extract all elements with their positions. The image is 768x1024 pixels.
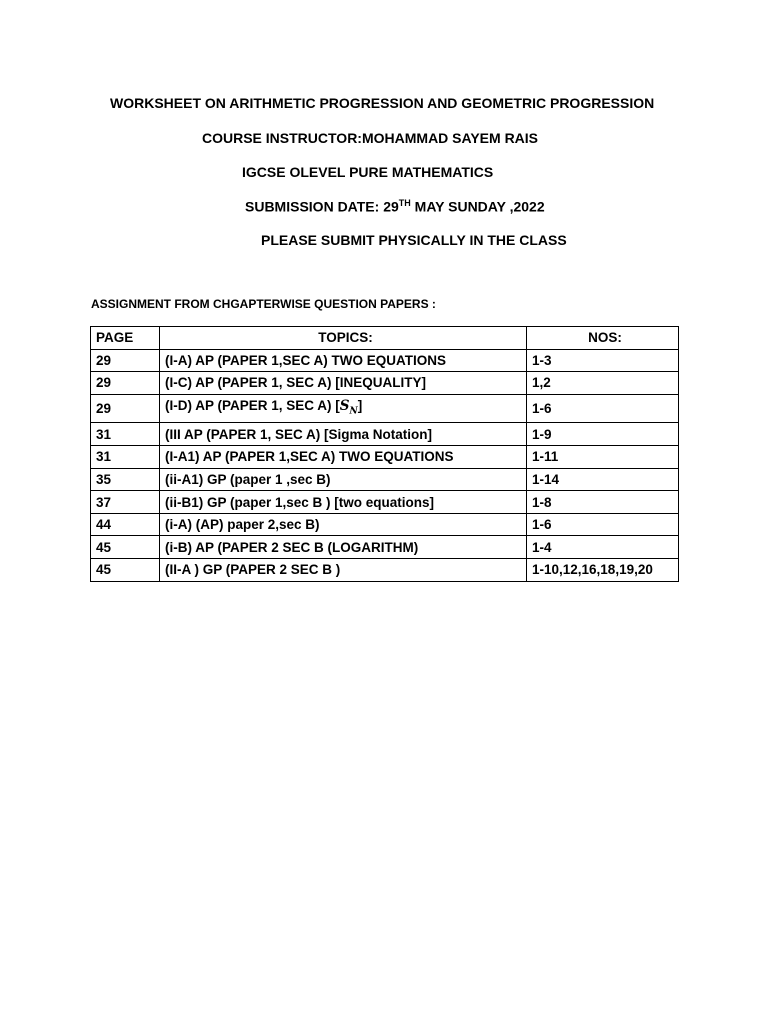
page-cell: 31 (91, 423, 160, 446)
topic-cell: (I-C) AP (PAPER 1, SEC A) [INEQUALITY] (160, 372, 527, 395)
nos-cell: 1-14 (527, 468, 679, 491)
topic-cell: (I-A1) AP (PAPER 1,SEC A) TWO EQUATIONS (160, 446, 527, 469)
topic-cell: (II-A ) GP (PAPER 2 SEC B ) (160, 559, 527, 582)
page-cell: 29 (91, 349, 160, 372)
header-topics: TOPICS: (160, 327, 527, 350)
table-row (91, 468, 679, 491)
page-cell: 37 (91, 491, 160, 514)
page-cell: 35 (91, 468, 160, 491)
table-row (91, 491, 679, 514)
header-nos: NOS: (527, 327, 679, 350)
sn-close-bracket: ] (357, 397, 363, 413)
page-cell: 45 (91, 536, 160, 559)
nos-cell: 1-4 (527, 536, 679, 559)
page-cell: 31 (91, 446, 160, 469)
topic-cell: (I-A) AP (PAPER 1,SEC A) TWO EQUATIONS (160, 349, 527, 372)
table-row (91, 513, 679, 536)
worksheet-title: WORKSHEET ON ARITHMETIC PROGRESSION AND GEOMETRIC PROGRESSION (110, 95, 655, 111)
page-cell: 45 (91, 559, 160, 582)
table-row (91, 394, 679, 423)
course-name: IGCSE OLEVEL PURE MATHEMATICS (242, 164, 494, 180)
nos-cell: 1-10,12,16,18,19,20 (527, 559, 679, 582)
table-header-row (91, 327, 679, 350)
nos-cell: 1-9 (527, 423, 679, 446)
nos-cell: 1-8 (527, 491, 679, 514)
topic-cell: (ii-A1) GP (paper 1 ,sec B) (160, 468, 527, 491)
submission-date-suffix: MAY SUNDAY ,2022 (410, 198, 545, 215)
topic-cell: (i-A) (AP) paper 2,sec B) (160, 513, 527, 536)
nos-cell: 1-6 (527, 394, 679, 423)
topic-cell: (i-B) AP (PAPER 2 SEC B (LOGARITHM) (160, 536, 527, 559)
table-row (91, 536, 679, 559)
nos-cell: 1-11 (527, 446, 679, 469)
table-row (91, 559, 679, 582)
page-cell: 29 (91, 394, 160, 423)
header-page: PAGE (91, 327, 160, 350)
table-row (91, 349, 679, 372)
submission-date (245, 198, 545, 215)
assignment-heading: ASSIGNMENT FROM CHGAPTERWISE QUESTION PAPERS : (91, 297, 436, 311)
topic-cell (160, 394, 527, 423)
topic-cell: (ii-B1) GP (paper 1,sec B ) [two equations] (160, 491, 527, 514)
topic-text: (I-D) AP (PAPER 1, SEC A) [ (165, 397, 340, 413)
sn-math: S (339, 397, 350, 414)
assignment-table (90, 326, 679, 582)
sn-subscript: N (349, 406, 358, 417)
table-row (91, 446, 679, 469)
submission-date-prefix: SUBMISSION DATE: 29 (245, 198, 399, 215)
page-cell: 29 (91, 372, 160, 395)
topic-cell: (III AP (PAPER 1, SEC A) [Sigma Notation] (160, 423, 527, 446)
table-row (91, 372, 679, 395)
submission-instruction: PLEASE SUBMIT PHYSICALLY IN THE CLASS (261, 232, 567, 248)
page-cell: 44 (91, 513, 160, 536)
course-instructor: COURSE INSTRUCTOR:MOHAMMAD SAYEM RAIS (202, 130, 539, 146)
submission-date-superscript: TH (398, 198, 411, 208)
table-row (91, 423, 679, 446)
nos-cell: 1-3 (527, 349, 679, 372)
nos-cell: 1,2 (527, 372, 679, 395)
nos-cell: 1-6 (527, 513, 679, 536)
